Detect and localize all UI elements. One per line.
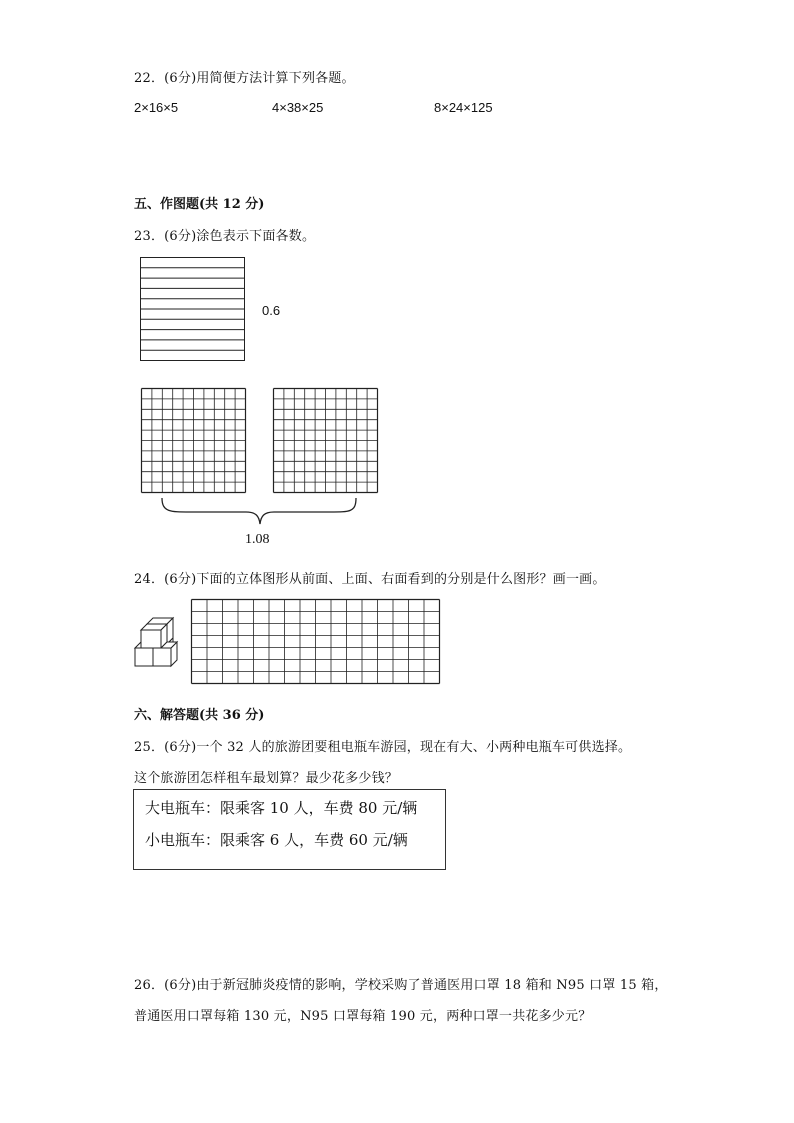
q25-prompt-line2: 这个旅游团怎样租车最划算？最少花多少钱？	[134, 771, 399, 786]
q23-prompt: 23．(6分)涂色表示下面各数。	[134, 229, 316, 244]
hundred-grid-left	[141, 388, 247, 494]
q26-prompt-line2: 普通医用口罩每箱 130 元，N95 口罩每箱 190 元，两种口罩一共花多少元？	[134, 1009, 592, 1024]
q26-prompt-line1: 26．(6分)由于新冠肺炎疫情的影响，学校采购了普通医用口罩 18 箱和 N95 口罩 15 箱，	[134, 978, 668, 993]
section-6-heading: 六、解答题(共 36 分)	[134, 708, 265, 723]
q22-expression-2: 4×38×25	[272, 100, 324, 115]
q24-prompt: 24．(6分)下面的立体图形从前面、上面、右面看到的分别是什么图形？画一画。	[134, 572, 606, 587]
tenths-strip-figure	[140, 257, 246, 361]
q25-prompt-line1: 25．(6分)一个 32 人的旅游团要租电瓶车游园，现在有大、小两种电瓶车可供选择。	[134, 740, 632, 755]
q22-expression-1: 2×16×5	[134, 100, 179, 115]
curly-brace	[160, 496, 360, 528]
q22-expression-3: 8×24×125	[434, 100, 493, 115]
q22-prompt: 22．(6分)用简便方法计算下列各题。	[134, 71, 355, 86]
stacked-cubes-figure	[133, 615, 187, 669]
section-5-heading: 五、作图题(共 12 分)	[134, 197, 265, 212]
drawing-grid	[191, 599, 441, 685]
rental-info-box	[133, 789, 446, 870]
big-car-info: 大电瓶车：限乘客 10 人，车费 80 元/辆	[145, 799, 418, 817]
value-label-1-08: 1.08	[245, 532, 270, 547]
value-label-0-6: 0.6	[262, 303, 281, 318]
small-car-info: 小电瓶车：限乘客 6 人，车费 60 元/辆	[145, 831, 408, 849]
hundred-grid-right	[273, 388, 379, 494]
